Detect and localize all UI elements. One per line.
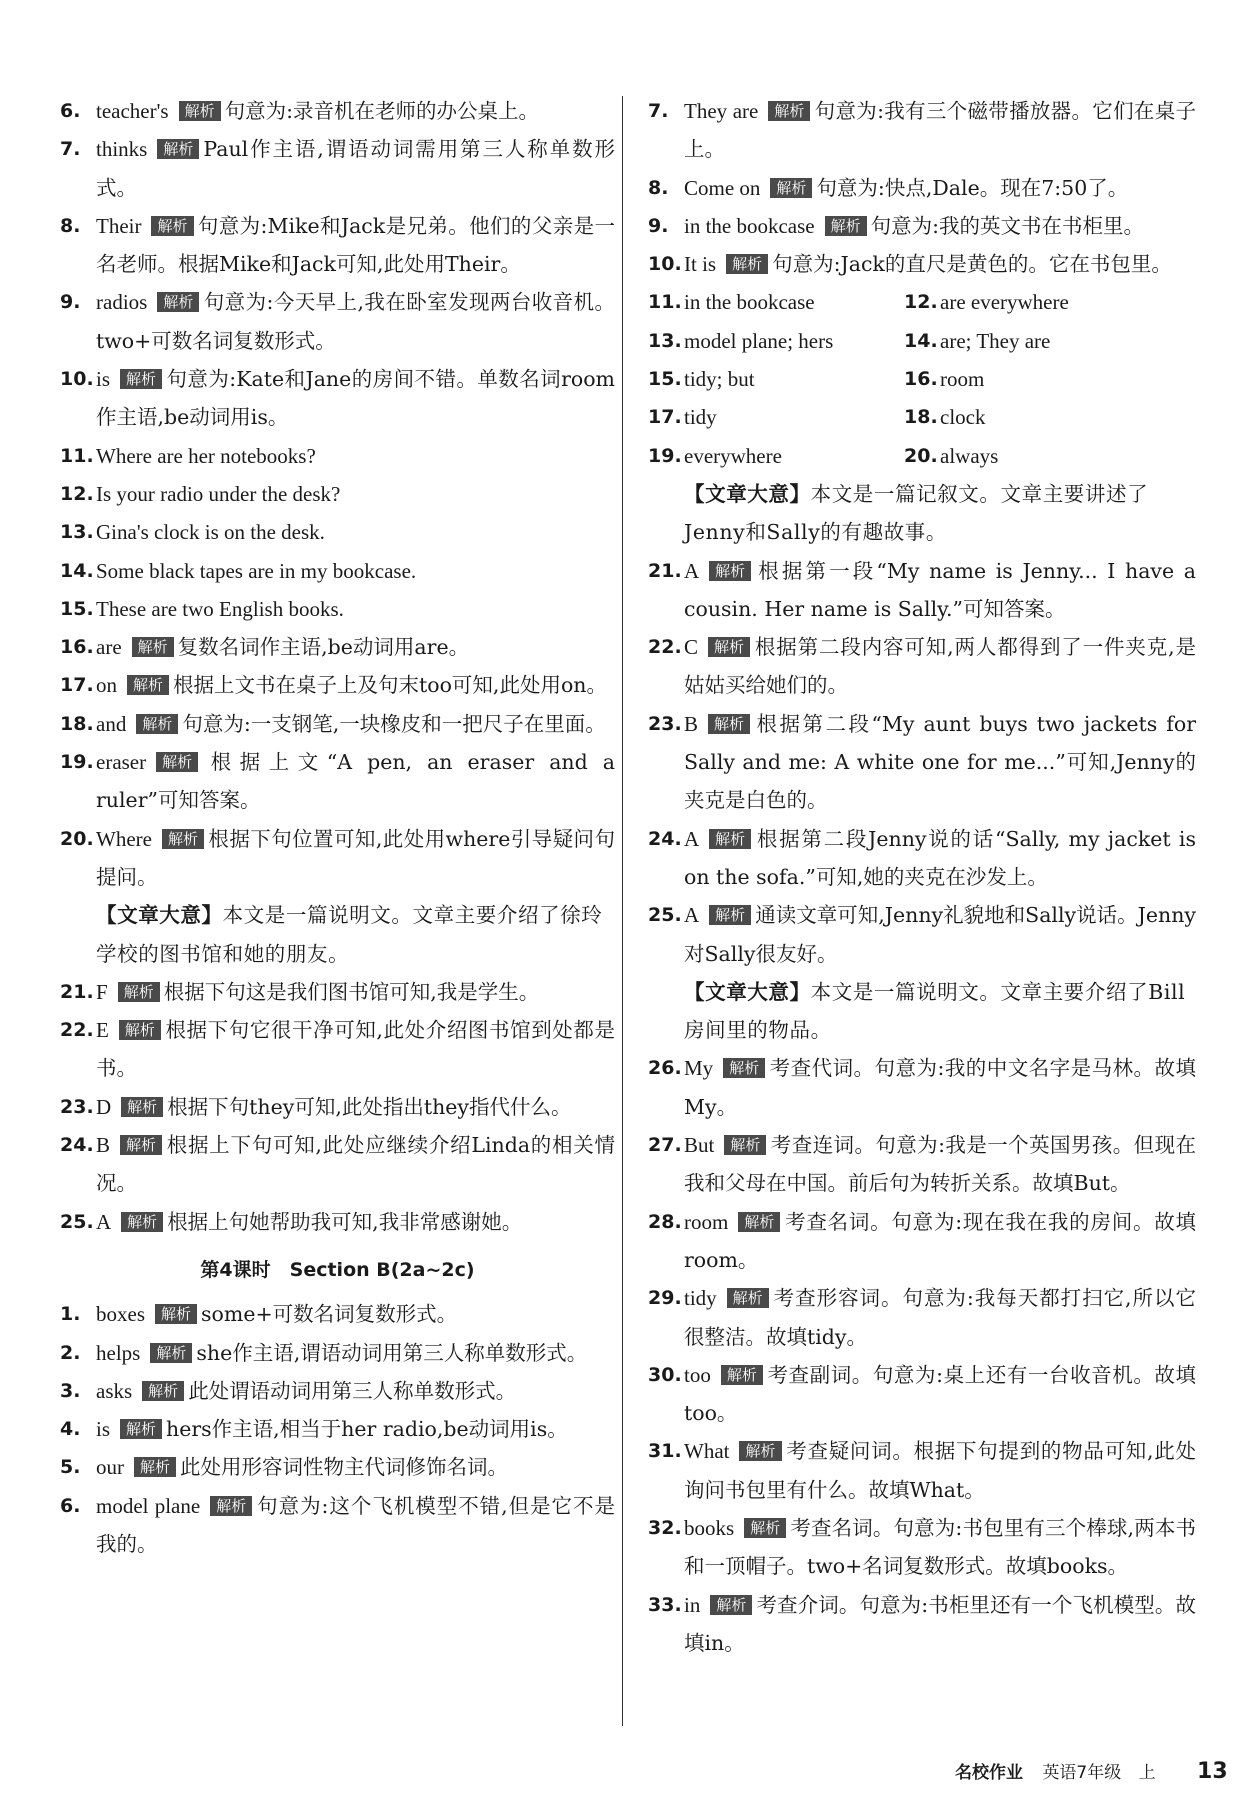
answer-item	[60, 820, 615, 897]
answer-item	[648, 360, 904, 398]
summary-heading: 【文章大意】	[684, 481, 811, 506]
item-explanation: 考查代词。句意为:我的中文名字是马林。故填My。	[684, 1056, 1196, 1119]
item-number: 31.	[648, 1440, 682, 1463]
left-items-c	[60, 1295, 615, 1563]
item-answer: are everywhere	[940, 290, 1069, 315]
item-number: 16.	[904, 368, 938, 391]
answer-item	[60, 1334, 615, 1372]
item-answer: What	[684, 1439, 730, 1464]
item-answer: room	[940, 367, 985, 392]
item-explanation: 句意为:我的英文书在书柜里。	[870, 213, 1145, 238]
page-footer	[955, 1758, 1228, 1784]
item-answer: in	[684, 1592, 701, 1617]
item-explanation: 根据下句它很干净可知,此处介绍图书馆到处都是书。	[96, 1018, 615, 1081]
item-number: 13.	[648, 329, 682, 352]
item-explanation: hers作主语,相当于her radio,be动词用is。	[166, 1417, 568, 1442]
item-answer: A	[96, 1209, 112, 1234]
item-explanation: 根据上下句可知,此处应继续介绍Linda的相关情况。	[96, 1133, 615, 1196]
analysis-tag: 解析	[119, 1020, 161, 1040]
item-number: 18.	[60, 712, 94, 735]
analysis-tag: 解析	[710, 1595, 752, 1615]
item-number: 21.	[648, 559, 682, 582]
item-explanation: 根据下句位置可知,此处用where引导疑问句提问。	[96, 826, 615, 889]
answer-item	[648, 1586, 1196, 1663]
answer-item	[60, 1295, 615, 1333]
item-number: 4.	[60, 1418, 81, 1441]
item-number: 27.	[648, 1134, 682, 1157]
left-column	[60, 92, 615, 1563]
item-answer: Come on	[684, 175, 761, 200]
analysis-tag: 解析	[155, 1304, 197, 1324]
item-answer: A	[684, 558, 700, 583]
item-number: 22.	[60, 1019, 94, 1042]
item-answer: They are	[684, 99, 759, 123]
summary-right-1	[648, 475, 1196, 552]
answer-item	[60, 552, 615, 590]
item-explanation: 此处谓语动词用第三人称单数形式。	[188, 1378, 517, 1403]
item-explanation: 考查形容词。句意为:我每天都打扫它,所以它很整洁。故填tidy。	[684, 1286, 1196, 1349]
item-explanation: some+可数名词复数形式。	[201, 1302, 458, 1327]
answer-item	[60, 475, 615, 513]
analysis-tag: 解析	[726, 254, 768, 274]
answer-item	[904, 437, 1196, 475]
right-column	[648, 92, 1196, 1662]
item-number: 25.	[60, 1210, 94, 1233]
item-explanation: 根据第二段内容可知,两人都得到了一件夹克,是姑姑买给她们的。	[684, 635, 1196, 698]
item-explanation: Paul作主语,谓语动词需用第三人称单数形式。	[96, 137, 615, 200]
analysis-tag: 解析	[210, 1496, 252, 1516]
analysis-tag: 解析	[136, 714, 178, 734]
summary-heading: 【文章大意】	[96, 903, 223, 928]
item-answer: My	[684, 1056, 714, 1081]
analysis-tag: 解析	[709, 561, 751, 581]
item-number: 5.	[60, 1456, 81, 1479]
item-number: 32.	[648, 1516, 682, 1539]
item-explanation: 根据上文“A pen, an eraser and a ruler”可知答案。	[96, 750, 615, 813]
analysis-tag: 解析	[770, 178, 812, 198]
item-number: 9.	[60, 291, 81, 314]
footer-semester: 上	[1138, 1763, 1156, 1783]
item-answer: B	[96, 1133, 111, 1158]
item-answer: are; They are	[940, 328, 1051, 353]
item-number: 24.	[60, 1134, 94, 1157]
item-number: 19.	[60, 751, 94, 774]
item-explanation: 考查副词。句意为:桌上还有一台收音机。故填too。	[684, 1362, 1196, 1426]
item-explanation: 句意为:这个飞机模型不错,但是它不是我的。	[96, 1493, 615, 1556]
item-number: 1.	[60, 1303, 81, 1326]
analysis-tag: 解析	[121, 1097, 163, 1117]
analysis-tag: 解析	[739, 1441, 781, 1461]
item-answer: A	[684, 826, 700, 851]
item-number: 7.	[60, 138, 81, 161]
analysis-tag: 解析	[738, 1212, 780, 1232]
item-answer: Is your radio under the desk?	[96, 481, 341, 506]
item-explanation: 通读文章可知,Jenny礼貌地和Sally说话。Jenny对Sally很友好。	[684, 903, 1196, 966]
item-number: 23.	[60, 1095, 94, 1118]
item-explanation: 句意为:录音机在老师的办公桌上。	[224, 99, 539, 123]
item-answer: radios	[96, 290, 148, 315]
answer-item	[60, 360, 615, 437]
analysis-tag: 解析	[708, 637, 750, 657]
answer-item	[648, 1279, 1196, 1356]
item-answer: too	[684, 1362, 711, 1387]
item-number: 23.	[648, 712, 682, 735]
item-answer: is	[96, 1417, 111, 1442]
item-answer: These are two English books.	[96, 596, 344, 621]
answer-item	[904, 360, 1196, 398]
analysis-tag: 解析	[709, 905, 751, 925]
answer-item	[60, 437, 615, 475]
answer-item	[648, 896, 1196, 973]
right-items-b	[648, 552, 1196, 973]
item-answer: helps	[96, 1340, 141, 1365]
item-number: 30.	[648, 1363, 682, 1386]
analysis-tag: 解析	[134, 1457, 176, 1477]
answer-item	[60, 973, 615, 1011]
footer-brand: 名校作业	[955, 1763, 1023, 1783]
answer-item	[60, 666, 615, 704]
item-answer: E	[96, 1018, 109, 1043]
answer-item	[904, 398, 1196, 436]
item-number: 11.	[60, 444, 94, 467]
item-answer: tidy	[684, 405, 717, 430]
item-answer: tidy; but	[684, 367, 755, 392]
item-answer: eraser	[96, 750, 147, 775]
item-number: 20.	[904, 444, 938, 467]
answer-item	[904, 322, 1196, 360]
item-answer: in the bookcase	[684, 213, 815, 238]
summary-left	[60, 896, 615, 973]
answer-item	[60, 1088, 615, 1126]
item-explanation: she作主语,谓语动词用第三人称单数形式。	[196, 1340, 588, 1365]
analysis-tag: 解析	[120, 369, 162, 389]
answer-item	[60, 743, 615, 820]
item-answer: model plane	[96, 1493, 201, 1518]
item-answer: teacher's	[96, 99, 169, 123]
analysis-tag: 解析	[723, 1058, 765, 1078]
analysis-tag: 解析	[157, 292, 199, 312]
item-answer: Gina's clock is on the desk.	[96, 520, 325, 545]
item-number: 14.	[904, 329, 938, 352]
item-number: 2.	[60, 1341, 81, 1364]
item-number: 24.	[648, 827, 682, 850]
answer-item	[648, 552, 1196, 629]
answer-item	[60, 1011, 615, 1088]
item-explanation: 句意为:一支钢笔,一块橡皮和一把尺子在里面。	[182, 711, 606, 736]
right-items-c	[648, 1049, 1196, 1662]
item-number: 17.	[60, 674, 94, 697]
analysis-tag: 解析	[179, 101, 221, 121]
answer-item	[648, 628, 1196, 705]
item-explanation: 考查名词。句意为:现在我在我的房间。故填room。	[684, 1209, 1196, 1272]
analysis-tag: 解析	[825, 216, 867, 236]
item-number: 26.	[648, 1057, 682, 1080]
analysis-tag: 解析	[118, 982, 160, 1002]
footer-subject: 英语7年级	[1042, 1763, 1122, 1783]
item-answer: are	[96, 635, 122, 660]
answer-item	[648, 820, 1196, 897]
item-number: 18.	[904, 406, 938, 429]
item-answer: room	[684, 1209, 729, 1234]
item-answer: C	[684, 635, 699, 660]
analysis-tag: 解析	[162, 829, 204, 849]
answer-item	[648, 1049, 1196, 1126]
section-title: 第4课时 Section B(2a~2c)	[200, 1258, 475, 1281]
answer-item	[648, 283, 904, 321]
item-answer: boxes	[96, 1302, 145, 1327]
item-explanation: 根据第二段“My aunt buys two jackets for Sally and me: A white one for me...”可知,Jenny的夹克是白色的。	[684, 711, 1196, 813]
answer-item	[648, 322, 904, 360]
item-number: 9.	[648, 214, 669, 237]
answer-item	[648, 1356, 1196, 1433]
answer-item	[60, 1448, 615, 1486]
answer-item	[648, 1126, 1196, 1203]
item-explanation: 考查名词。句意为:书包里有三个棒球,两本书和一顶帽子。two+名词复数形式。故填books。	[684, 1515, 1196, 1579]
item-answer: is	[96, 367, 111, 392]
item-number: 28.	[648, 1210, 682, 1233]
item-number: 12.	[904, 291, 938, 314]
answer-item	[60, 1487, 615, 1564]
analysis-tag: 解析	[724, 1135, 766, 1155]
item-explanation: 根据第二段Jenny说的话“Sally, my jacket is on the sofa.”可知,她的夹克在沙发上。	[684, 826, 1196, 889]
answer-item	[648, 1203, 1196, 1280]
item-answer: tidy	[684, 1286, 717, 1311]
item-answer: always	[940, 443, 999, 468]
item-number: 10.	[648, 253, 682, 276]
item-number: 17.	[648, 406, 682, 429]
item-answer: It is	[684, 252, 717, 277]
item-number: 7.	[648, 100, 669, 122]
item-number: 29.	[648, 1287, 682, 1310]
item-number: 20.	[60, 827, 94, 850]
answer-item	[60, 590, 615, 628]
answer-item	[648, 169, 1196, 207]
answer-item	[904, 283, 1196, 321]
answer-item	[60, 1410, 615, 1448]
item-number: 10.	[60, 368, 94, 391]
item-number: 11.	[648, 291, 682, 314]
summary-heading: 【文章大意】	[684, 979, 811, 1004]
left-items-b	[60, 973, 615, 1241]
analysis-tag: 解析	[127, 675, 169, 695]
analysis-tag: 解析	[120, 1135, 162, 1155]
answer-item	[60, 513, 615, 551]
item-answer: everywhere	[684, 443, 782, 468]
item-answer: B	[684, 711, 699, 736]
item-answer: Where	[96, 826, 152, 851]
item-answer: F	[96, 979, 108, 1004]
analysis-tag: 解析	[121, 1212, 163, 1232]
item-number: 25.	[648, 904, 682, 927]
analysis-tag: 解析	[727, 1288, 769, 1308]
item-answer: But	[684, 1133, 715, 1158]
item-number: 21.	[60, 980, 94, 1003]
answer-item	[648, 437, 904, 475]
answer-item	[60, 1126, 615, 1203]
summary-text: 本文是一篇说明文。文章主要介绍了Bill房间里的物品。	[684, 979, 1186, 1043]
right-items-a	[648, 92, 1196, 283]
item-answer: in the bookcase	[684, 290, 815, 315]
analysis-tag: 解析	[708, 714, 750, 734]
analysis-tag: 解析	[744, 1518, 786, 1538]
answer-item	[60, 130, 615, 207]
item-explanation: 句意为:我有三个磁带播放器。它们在桌子上。	[684, 99, 1196, 162]
item-explanation: 句意为:Kate和Jane的房间不错。单数名词room作主语,be动词用is。	[96, 367, 615, 430]
analysis-tag: 解析	[157, 139, 199, 159]
answer-item	[60, 92, 615, 130]
column-divider	[622, 96, 623, 1726]
item-explanation: 根据第一段“My name is Jenny... I have a cousin. Her name is Sally.”可知答案。	[684, 558, 1196, 621]
item-number: 15.	[648, 368, 682, 391]
item-number: 14.	[60, 559, 94, 582]
item-explanation: 句意为:今天早上,我在卧室发现两台收音机。two+可数名词复数形式。	[96, 290, 615, 353]
analysis-tag: 解析	[150, 1343, 192, 1363]
answer-item	[648, 245, 1196, 283]
item-answer: model plane; hers	[684, 328, 834, 353]
item-answer: A	[684, 903, 700, 928]
answer-item	[60, 283, 615, 360]
item-explanation: 考查连词。句意为:我是一个英国男孩。但现在我和父母在中国。前后句为转折关系。故填But。	[684, 1133, 1196, 1196]
summary-text: 本文是一篇说明文。文章主要介绍了徐玲学校的图书馆和她的朋友。	[96, 903, 603, 966]
answer-item	[648, 1509, 1196, 1586]
item-explanation: 根据上句她帮助我可知,我非常感谢她。	[167, 1209, 523, 1234]
item-number: 8.	[60, 214, 81, 237]
analysis-tag: 解析	[156, 752, 198, 772]
answer-item	[648, 207, 1196, 245]
item-number: 15.	[60, 597, 94, 620]
answer-grid	[648, 283, 1196, 474]
item-answer: on	[96, 673, 117, 698]
item-answer: asks	[96, 1378, 133, 1403]
item-explanation: 句意为:Mike和Jack是兄弟。他们的父亲是一名老师。根据Mike和Jack可知,此处用Their。	[96, 213, 615, 277]
analysis-tag: 解析	[768, 101, 810, 121]
item-explanation: 考查介词。句意为:书柜里还有一个飞机模型。故填in。	[684, 1592, 1196, 1655]
analysis-tag: 解析	[142, 1381, 184, 1401]
item-explanation: 句意为:Jack的直尺是黄色的。它在书包里。	[772, 252, 1172, 277]
item-answer: clock	[940, 405, 986, 430]
item-number: 16.	[60, 636, 94, 659]
answer-item	[60, 1372, 615, 1410]
summary-right-2	[648, 973, 1196, 1050]
item-number: 6.	[60, 100, 81, 122]
left-items-a	[60, 92, 615, 896]
summary-text: 本文是一篇记叙文。文章主要讲述了Jenny和Sally的有趣故事。	[684, 481, 1149, 545]
answer-item	[648, 92, 1196, 169]
item-number: 6.	[60, 1494, 81, 1517]
item-number: 12.	[60, 482, 94, 505]
item-explanation: 根据下句they可知,此处指出they指代什么。	[167, 1094, 572, 1119]
analysis-tag: 解析	[721, 1365, 763, 1385]
item-explanation: 句意为:快点,Dale。现在7:50了。	[816, 175, 1129, 200]
answer-item	[648, 1432, 1196, 1509]
item-answer: Where are her notebooks?	[96, 443, 316, 468]
item-answer: and	[96, 711, 127, 736]
answer-item	[60, 1203, 615, 1241]
item-explanation: 此处用形容词性物主代词修饰名词。	[180, 1455, 509, 1480]
analysis-tag: 解析	[709, 829, 751, 849]
item-explanation: 根据下句这是我们图书馆可知,我是学生。	[163, 979, 540, 1004]
item-explanation: 考查疑问词。根据下句提到的物品可知,此处询问书包里有什么。故填What。	[684, 1439, 1196, 1502]
analysis-tag: 解析	[120, 1419, 162, 1439]
item-number: 19.	[648, 444, 682, 467]
analysis-tag: 解析	[151, 216, 193, 236]
item-number: 8.	[648, 176, 669, 199]
item-explanation: 复数名词作主语,be动词用are。	[177, 635, 470, 660]
answer-item	[60, 705, 615, 743]
item-number: 33.	[648, 1593, 682, 1616]
item-explanation: 根据上文书在桌子上及句末too可知,此处用on。	[173, 673, 607, 698]
answer-item	[60, 628, 615, 666]
analysis-tag: 解析	[132, 637, 174, 657]
item-answer: Their	[96, 213, 142, 238]
item-answer: Some black tapes are in my bookcase.	[96, 558, 417, 583]
page-number: 13	[1197, 1759, 1228, 1784]
item-number: 13.	[60, 521, 94, 544]
item-number: 22.	[648, 636, 682, 659]
item-number: 3.	[60, 1379, 81, 1402]
answer-item	[648, 705, 1196, 820]
answer-item	[60, 207, 615, 284]
item-answer: thinks	[96, 137, 148, 162]
answer-item	[648, 398, 904, 436]
item-answer: our	[96, 1455, 124, 1480]
item-answer: D	[96, 1094, 112, 1119]
item-answer: books	[684, 1515, 735, 1540]
